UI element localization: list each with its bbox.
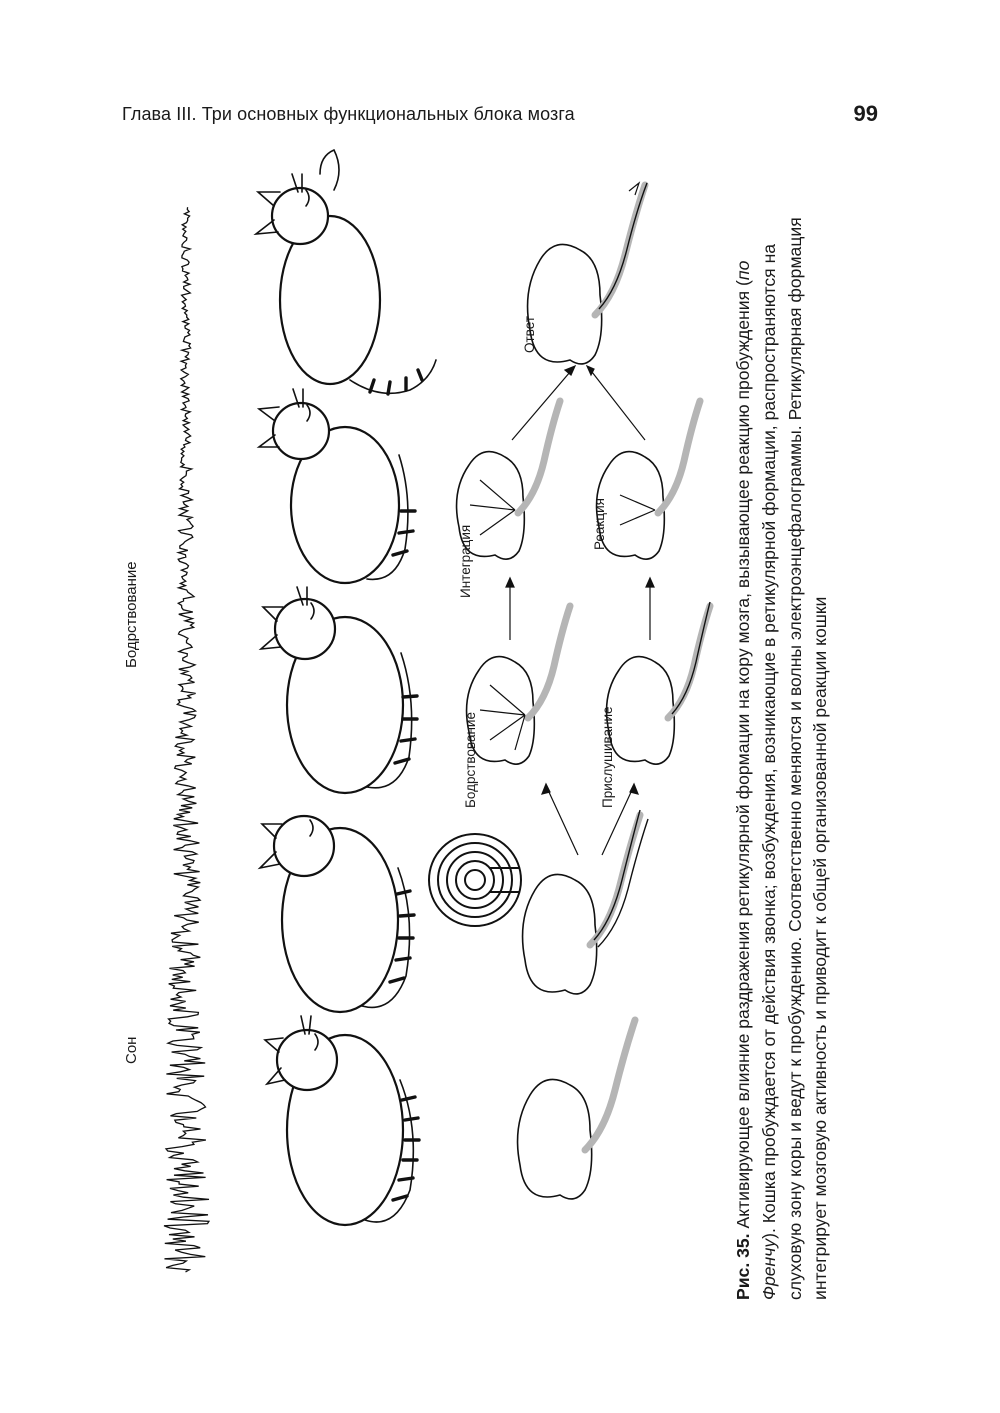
brain-response	[528, 183, 647, 364]
figure-caption	[731, 210, 834, 1300]
caption-text-1: Активирующее влияние раздражения ретикулярной формации на кору мозга, вызывающее реакцию пробуждения (	[733, 280, 753, 1234]
flow-arrows	[506, 366, 654, 855]
bell-stimulus-icon	[429, 834, 521, 926]
brain-reaction	[597, 401, 700, 559]
cat-sleeping	[265, 1016, 419, 1225]
caption-italic: по Френчу	[733, 260, 779, 1300]
caption-text-2: ). Кошка пробуждается от действия звонка; возбуждения, возникающие в ретикулярной формации, распространяются на слуховую зону коры и ведут к пробуждению. Соответственно меняются и волны электроэнцефалограммы. Ретикулярная формация интегрирует мозговую активность и приводит к общей организованной реакции кошки	[758, 217, 831, 1300]
caption-label: Рис. 35.	[733, 1233, 753, 1300]
brain-listening	[607, 602, 710, 764]
stage-label-response: Ответ	[522, 316, 537, 353]
eeg-label-sleep: Сон	[123, 1036, 140, 1064]
page-number: 99	[853, 101, 878, 126]
stage-label-listening: Прислушивание	[600, 706, 615, 808]
running-header-title: Глава III. Три основных функциональных блока мозга	[122, 104, 575, 124]
eeg-trace	[164, 207, 209, 1272]
brain-wakefulness	[467, 606, 570, 764]
stage-label-wakefulness: Бодрствование	[463, 712, 478, 808]
cat-waking	[261, 587, 417, 793]
cat-active-response	[256, 150, 436, 394]
cat-drowsy	[260, 816, 414, 1012]
brain-resting	[518, 1020, 635, 1199]
eeg-label-wakefulness: Бодрствование	[123, 561, 140, 668]
cat-alert	[259, 389, 415, 583]
brain-stimulated	[523, 810, 648, 994]
stage-label-reaction: Реакция	[592, 498, 607, 550]
stage-label-integration: Интеграция	[458, 524, 473, 598]
